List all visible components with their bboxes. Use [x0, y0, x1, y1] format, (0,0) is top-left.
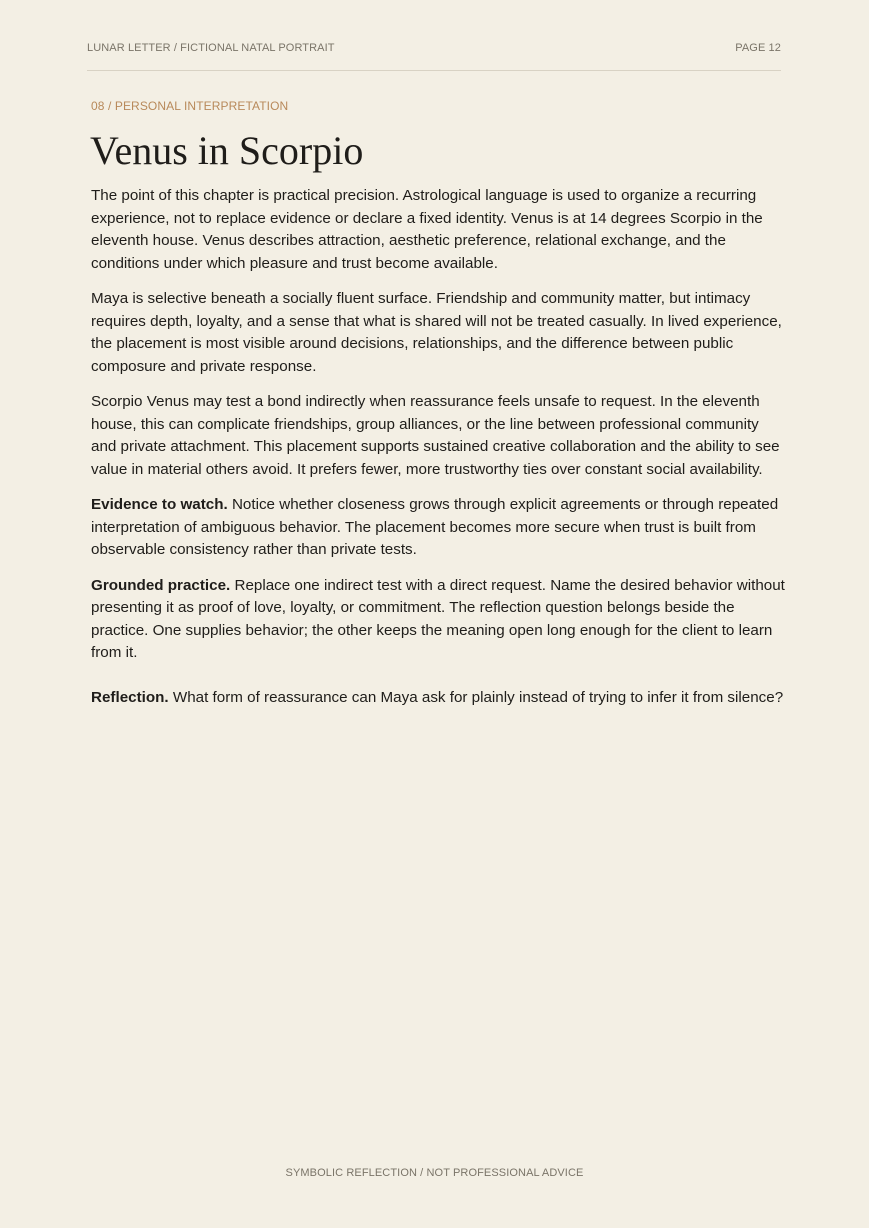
evidence-lead: Evidence to watch.: [91, 496, 228, 513]
body-paragraph-3: Scorpio Venus may test a bond indirectly when reassurance feels unsafe to request. In the eleventh house, this can complicate friendships, group alliances, or the line between professional community and private attachment. This placement supports sustained creative collaboration and the ability to see value in material others avoid. It prefers fewer, more trustworthy ties over constant social availability.: [91, 393, 780, 478]
practice-text: Replace one indirect test with a direct request. Name the desired behavior without presenting it as proof of love, loyalty, or commitment. The reflection question belongs beside the practice. One supplies behavior; the other keeps the meaning open long enough for the client to learn from it.: [91, 576, 785, 661]
evidence-text: Notice whether closeness grows through explicit agreements or through repeated interpretation of ambiguous behavior. The placement becomes more secure when trust is built from observable consistency rather than private tests.: [91, 496, 779, 558]
publication-title: LUNAR LETTER / FICTIONAL NATAL PORTRAIT: [87, 42, 335, 54]
evidence-paragraph: [91, 494, 785, 562]
chapter-title: Venus in Scorpio: [90, 128, 364, 173]
reflection-paragraph: [91, 687, 785, 710]
reflection-lead: Reflection.: [91, 688, 169, 706]
page-number: PAGE 12: [735, 42, 781, 54]
reflection-text: What form of reassurance can Maya ask for plainly instead of trying to infer it from silence?: [168, 688, 784, 706]
body-paragraph-2: Maya is selective beneath a socially fluent surface. Friendship and community matter, but intimacy requires depth, loyalty, and a sense that what is shared will not be treated casually. In lived experience, the placement is most visible around decisions, relationships, and the difference between public composure and private response.: [91, 290, 782, 375]
practice-lead: Grounded practice.: [91, 576, 231, 594]
running-header: [87, 42, 781, 71]
section-label: 08 / PERSONAL INTERPRETATION: [91, 99, 289, 113]
body-paragraph-1: The point of this chapter is practical precision. Astrological language is used to organize a recurring experience, not to replace evidence or declare a fixed identity. Venus is at 14 degrees Scorpio in the eleventh house. Venus describes attraction, aesthetic preference, relational exchange, and the conditions under which pleasure and trust become available.: [91, 187, 763, 272]
chapter-body: [91, 185, 785, 722]
practice-paragraph: [91, 575, 785, 665]
page-footer: SYMBOLIC REFLECTION / NOT PROFESSIONAL ADVICE: [285, 1167, 584, 1179]
